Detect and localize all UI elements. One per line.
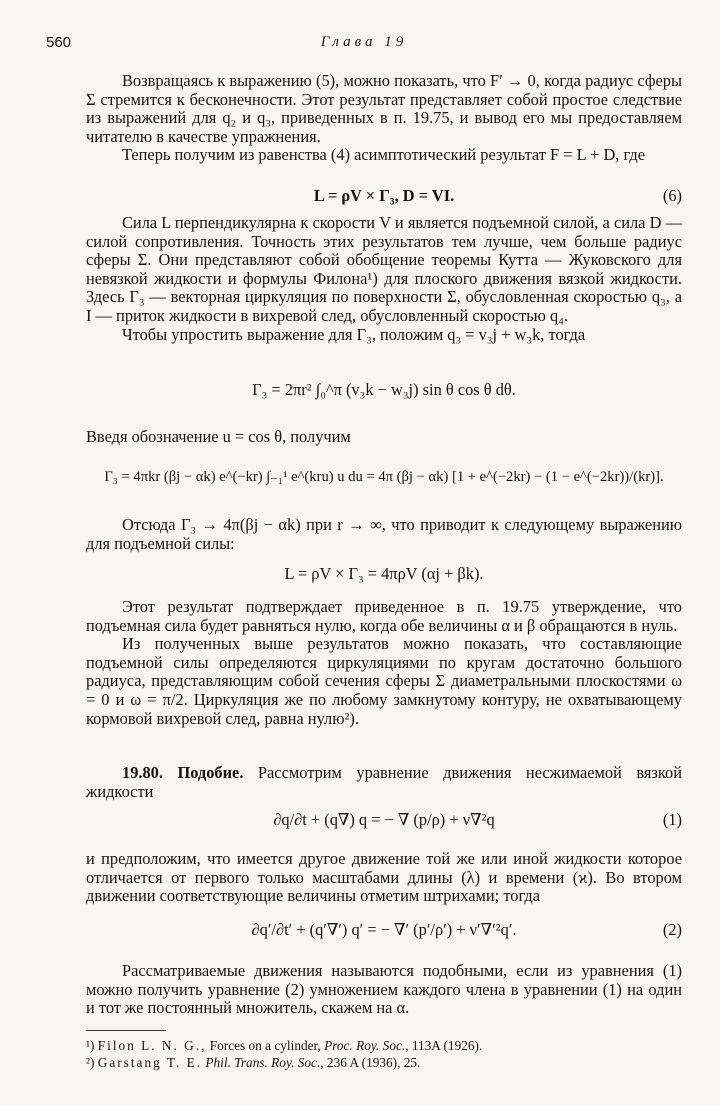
- footnote-1: [86, 1038, 682, 1054]
- footnote-1-ref: , 113A (1926).: [405, 1038, 483, 1053]
- equation-6-formula: L = ρV × Γ₃, D = VI.: [313, 186, 455, 205]
- footnote-1-marker: ¹): [86, 1038, 95, 1053]
- page-number: 560: [46, 34, 72, 51]
- paragraph-1-block: [86, 72, 682, 165]
- equation-1-formula: ∂q/∂t + (q∇) q = − ∇ (p/ρ) + ν∇²q: [273, 810, 495, 829]
- paragraph-2: Теперь получим из равенства (4) асимптотический результат F = L + D, где: [122, 145, 645, 165]
- paragraph-11-block: [86, 962, 682, 1018]
- paragraph-7-block: [86, 598, 682, 728]
- equation-gamma-expanded-formula: Γ₃ = 4πkr (βj − αk) e^(−kr) ∫₋₁¹ e^(kru) u du = 4π (βj − αk) [1 + e^(−2kr) − (1 − e^(−2kr))/(kr)].: [104, 469, 664, 485]
- equation-lift-formula: L = ρV × Γ₃ = 4πρV (αj + βk).: [284, 564, 484, 583]
- equation-1-number: (1): [662, 810, 682, 829]
- page-header: [46, 34, 682, 56]
- paragraph-3-block: [86, 214, 682, 344]
- section-title: 19.80. Подобие.: [122, 763, 244, 782]
- paragraph-8: Из полученных выше результатов можно показать, что составляющие подъемной силы определяются циркуляциями по кругам достаточно большого радиуса, представляющим собой сечения сферы Σ диаметральными плоскостями ω = 0 и ω = π/2. Циркуляция же по любому замкнутому контуру, не охватывающему кормовой вихревой след, равна нулю²).: [86, 634, 682, 728]
- footnote-2: [86, 1055, 682, 1071]
- equation-2-formula: ∂q′/∂t′ + (q′∇′) q′ = − ∇′ (p′/ρ′) + ν′∇′²q′.: [251, 920, 517, 939]
- running-head: Глава 19: [320, 34, 408, 50]
- equation-6: [86, 182, 682, 208]
- paragraph-9: [86, 764, 682, 801]
- equation-6-number: (6): [662, 186, 682, 205]
- footnote-divider: [86, 1030, 166, 1031]
- equation-2-number: (2): [662, 920, 682, 939]
- equation-2: [86, 916, 682, 948]
- footnote-2-journal: Phil. Trans. Roy. Soc.: [205, 1055, 321, 1070]
- paragraph-5: Введя обозначение u = cos θ, получим: [86, 427, 351, 446]
- paragraph-6: Отсюда Γ₃ → 4π(βj − αk) при r → ∞, что приводит к следующему выражению для подъемной силы:: [86, 515, 682, 553]
- paragraph-4: Чтобы упростить выражение для Γ₃, положим q₃ = v₃j + w₃k, тогда: [122, 324, 586, 344]
- paragraph-7: Этот результат подтверждает приведенное в п. 19.75 утверждение, что подъемная сила будет равняться нулю, когда обе величины α и β обращаются в нуль.: [86, 597, 682, 635]
- paragraph-3: Сила L перпендикулярна к скорости V и является подъемной силой, а сила D — силой сопротивления. Точность этих результатов тем лучше, чем больше радиус сферы Σ. Они представляют собой обобщение теоремы Кутта — Жуковского для невязкой жидкости и формулы Филона¹) для плоского движения вязкой жидкости. Здесь Γ₃ — векторная циркуляция по поверхности Σ, обусловленная скоростью q₃, а I — приток жидкости в вихревой след, обусловленный скоростью q₄.: [86, 213, 682, 325]
- paragraph-11: Рассматриваемые движения называются подобными, если из уравнения (1) можно получить уравнение (2) умножением каждого члена в уравнении (1) на один и тот же постоянный множитель, скажем на α.: [86, 961, 682, 1018]
- paragraph-9-text: Рассмотрим уравнение движения несжимаемой вязкой жидкости: [86, 763, 683, 801]
- footnote-1-title: Forces on a cylinder,: [206, 1038, 325, 1053]
- paragraph-10: и предположим, что имеется другое движение той же или иной жидкости которое отличается от первого только масштабами длины (λ) и времени (ϰ). Во втором движении соответствующие величины отметим штрихами; тогда: [86, 849, 682, 906]
- footnote-2-marker: ²): [86, 1055, 95, 1070]
- section-19-80: [86, 764, 682, 801]
- footnote-2-ref: , 236 A (1936), 25.: [320, 1055, 421, 1070]
- footnote-1-journal: Proc. Roy. Soc.: [324, 1038, 406, 1053]
- equation-lift: [86, 560, 682, 586]
- equation-gamma-expanded: [86, 464, 682, 504]
- footnote-1-author: Filon L. N. G.,: [97, 1038, 207, 1053]
- paragraph-5-block: [86, 428, 682, 447]
- paragraph-1: Возвращаясь к выражению (5), можно показать, что F′ → 0, когда радиус сферы Σ стремится к бесконечности. Этот результат представляет собой простое следствие из выражений для q₂ и q₃, приведенных в п. 19.75, и вывод его мы предоставляем читателю в качестве упражнения.: [86, 71, 682, 146]
- paragraph-6-block: [86, 516, 682, 553]
- equation-gamma-formula: Γ₃ = 2πr² ∫₀^π (v₃k − w₃j) sin θ cos θ dθ.: [252, 380, 516, 399]
- equation-1: [86, 806, 682, 838]
- paragraph-10-block: [86, 850, 682, 906]
- footnote-2-author: Garstang T. E.: [97, 1055, 203, 1070]
- equation-gamma: [86, 376, 682, 416]
